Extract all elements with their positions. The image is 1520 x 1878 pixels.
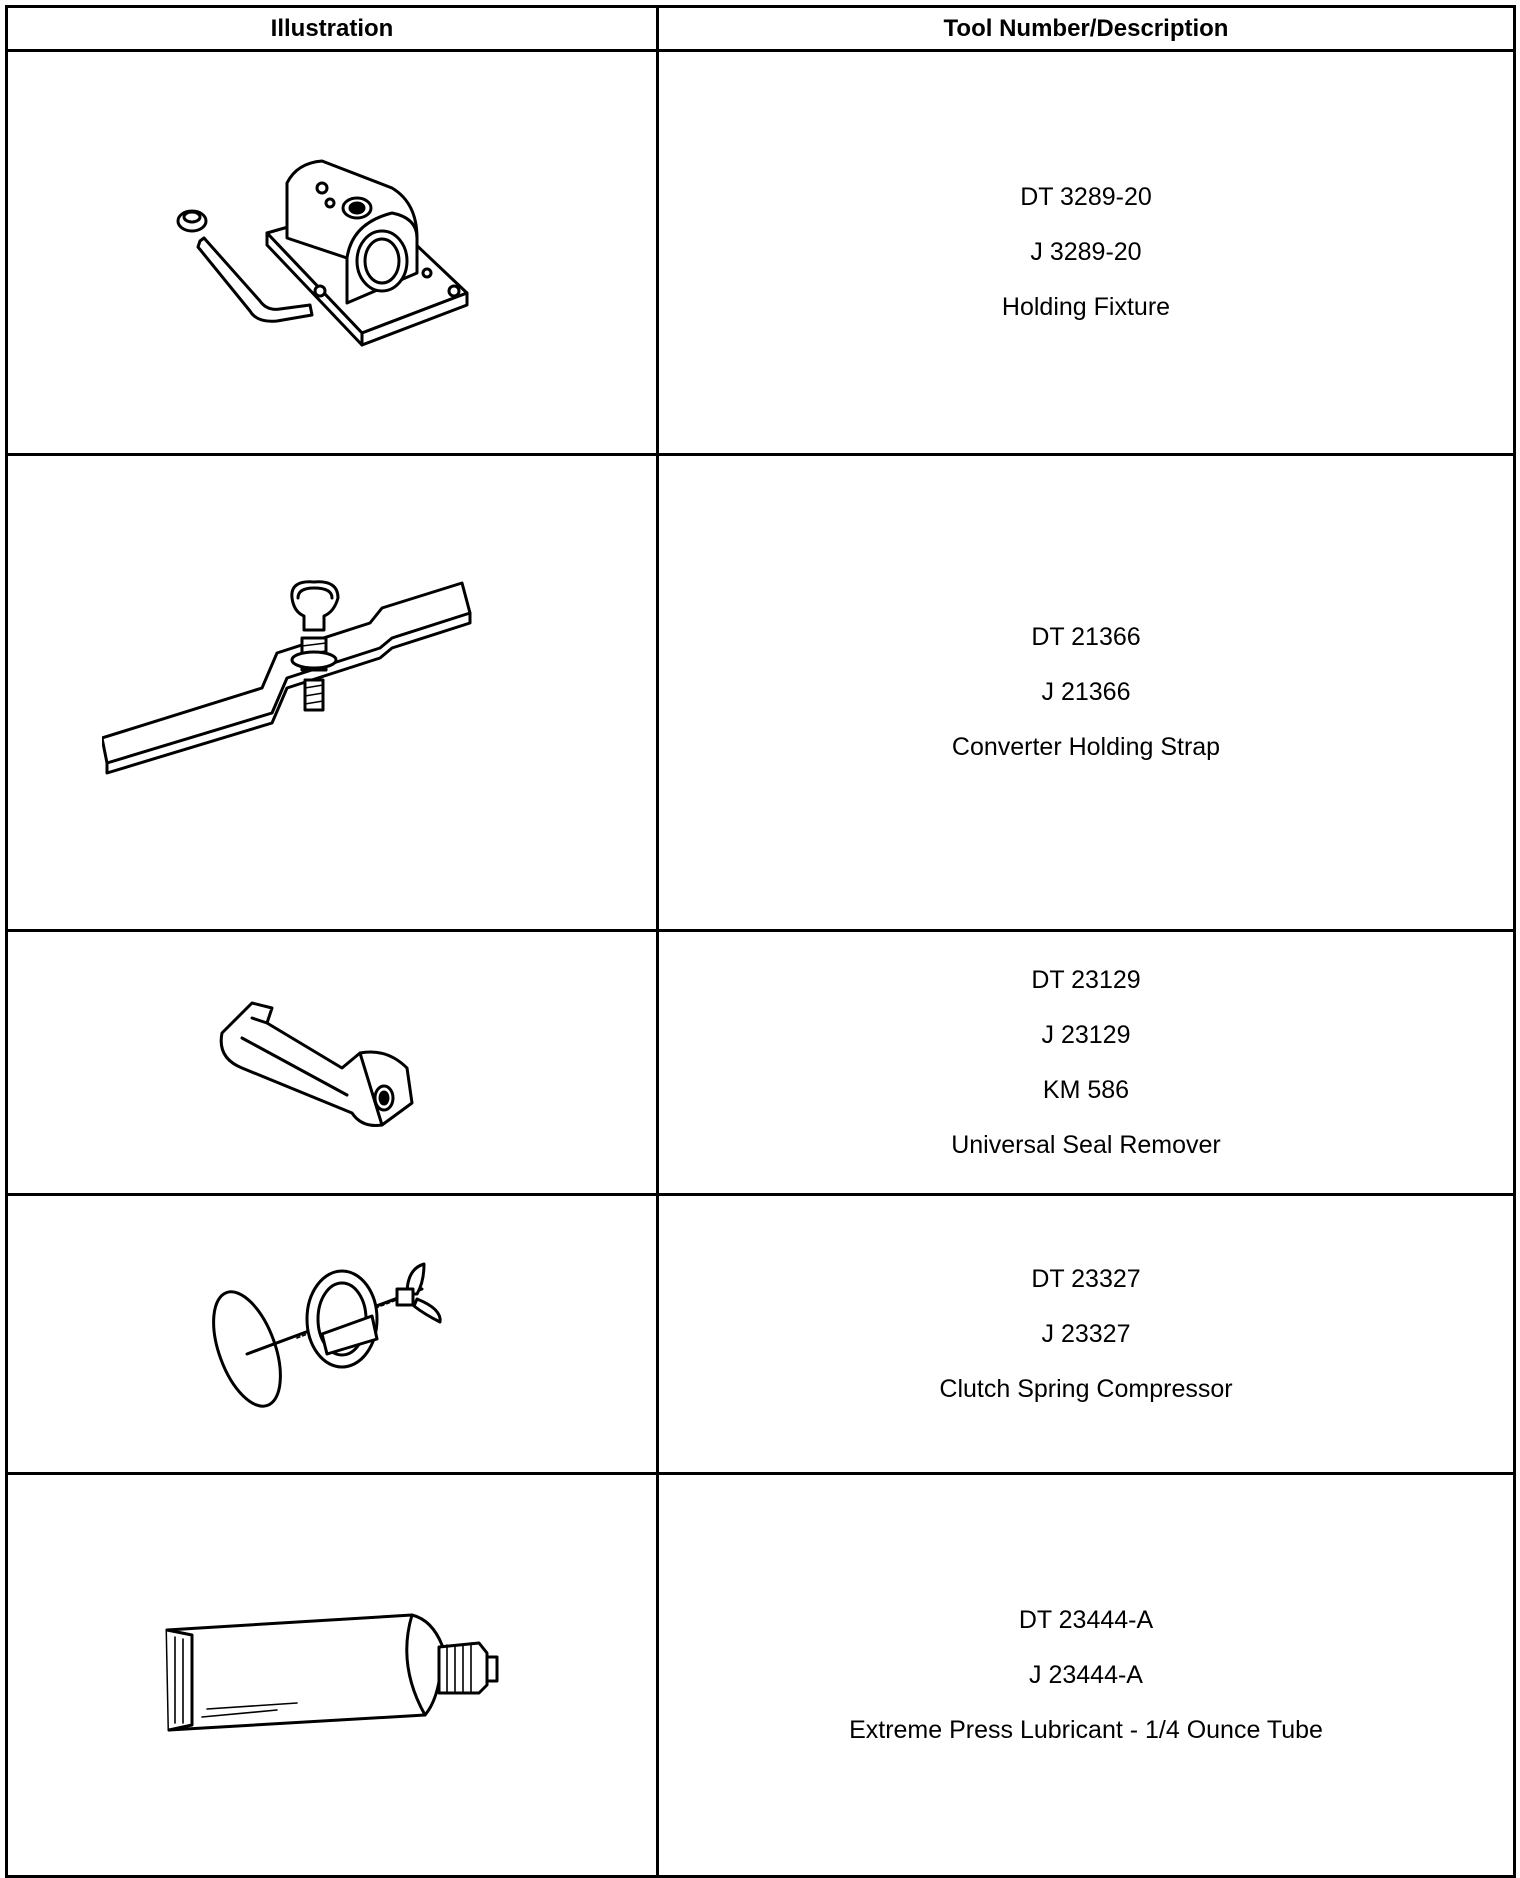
universal-seal-remover-icon [212, 993, 452, 1133]
tool-description: Clutch Spring Compressor [939, 1374, 1233, 1403]
special-tools-table [5, 5, 1516, 1878]
table-row [7, 1474, 1515, 1877]
table-row [7, 1195, 1515, 1474]
tool-number-dt: DT 21366 [1031, 623, 1141, 651]
tool-description: Holding Fixture [1001, 293, 1171, 321]
description-cell [658, 931, 1515, 1195]
tool-number-dt: DT 23444-A [1018, 1605, 1154, 1634]
tool-number-j: J 23444-A [1029, 1660, 1143, 1689]
tool-number-dt: DT 3289-20 [1020, 183, 1152, 211]
description-header: Tool Number/Description [658, 7, 1515, 51]
description-cell [658, 1195, 1515, 1474]
illustration-header: Illustration [7, 7, 658, 51]
tool-description: Extreme Press Lubricant - 1/4 Ounce Tube [849, 1715, 1323, 1744]
illustration-cell [7, 455, 658, 931]
illustration-cell [7, 51, 658, 455]
tool-description: Universal Seal Remover [951, 1130, 1221, 1159]
illustration-cell [7, 1195, 658, 1474]
table-row [7, 931, 1515, 1195]
converter-holding-strap-icon [102, 568, 562, 818]
description-cell [658, 455, 1515, 931]
tool-number-dt: DT 23327 [1031, 1264, 1141, 1293]
table-row [7, 51, 1515, 455]
table-row [7, 455, 1515, 931]
header-row [7, 7, 1515, 51]
tool-number-j: J 23327 [1041, 1319, 1131, 1348]
lubricant-tube-icon [157, 1605, 507, 1745]
tool-number-j: J 21366 [1041, 678, 1131, 706]
tool-description: Converter Holding Strap [951, 733, 1221, 761]
tool-number-km: KM 586 [1042, 1075, 1130, 1104]
illustration-cell [7, 931, 658, 1195]
clutch-spring-compressor-icon [202, 1254, 462, 1414]
illustration-cell [7, 1474, 658, 1877]
tool-number-dt: DT 23129 [1031, 965, 1141, 994]
holding-fixture-icon [162, 143, 502, 363]
description-cell [658, 51, 1515, 455]
description-cell [658, 1474, 1515, 1877]
tool-number-j: J 23129 [1041, 1020, 1131, 1049]
tool-number-j: J 3289-20 [1030, 238, 1142, 266]
